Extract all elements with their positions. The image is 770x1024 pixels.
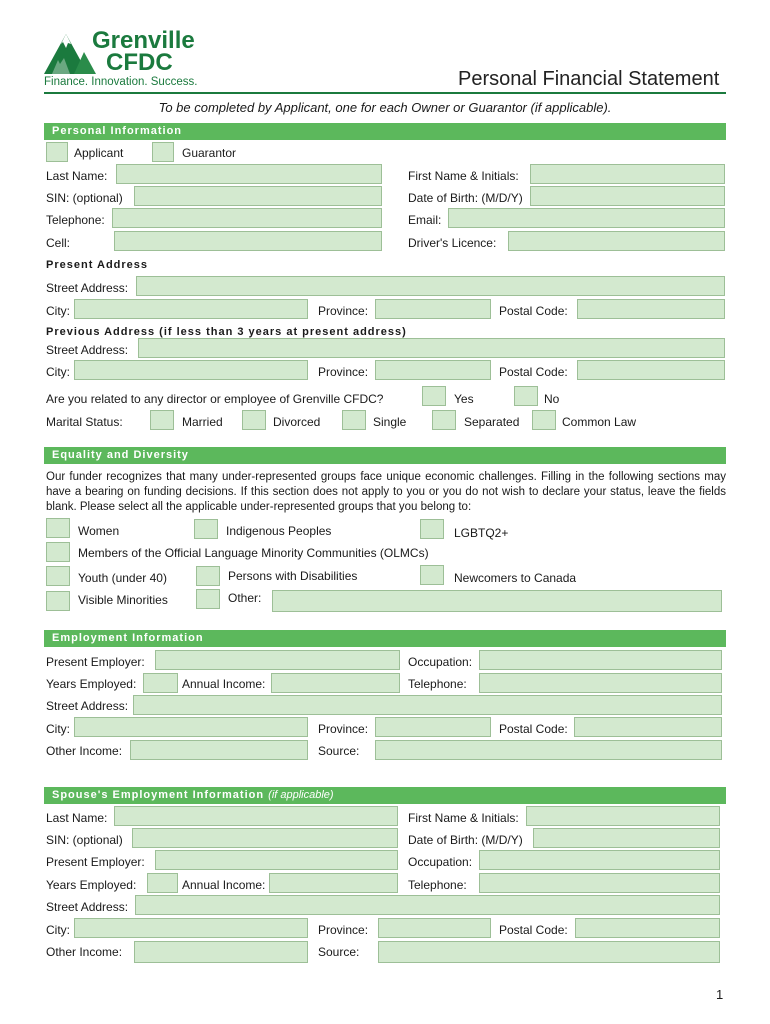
disabilities-label: Persons with Disabilities [228, 569, 358, 583]
married-label: Married [182, 415, 223, 429]
present-street-field[interactable] [136, 276, 725, 296]
spouse-other-income-label: Other Income: [46, 945, 123, 959]
applicant-checkbox[interactable] [46, 142, 68, 162]
present-address-heading: Present Address [46, 259, 149, 271]
previous-address-heading: Previous Address (if less than 3 years at present address) [46, 326, 407, 338]
spouse-annual-income-field[interactable] [269, 873, 398, 893]
years-employed-label: Years Employed: [46, 677, 137, 691]
source-field[interactable] [375, 740, 722, 760]
separated-checkbox[interactable] [432, 410, 456, 430]
present-employer-label: Present Employer: [46, 655, 145, 669]
first-name-field[interactable] [530, 164, 725, 184]
spouse-telephone-label: Telephone: [408, 878, 467, 892]
indigenous-label: Indigenous Peoples [226, 524, 332, 538]
employment-postal-label: Postal Code: [499, 722, 568, 736]
spouse-first-name-field[interactable] [526, 806, 720, 826]
women-label: Women [78, 524, 120, 538]
spouse-band-subtitle: (if applicable) [268, 789, 334, 801]
spouse-province-label: Province: [318, 923, 369, 937]
lgbtq-checkbox[interactable] [420, 519, 444, 539]
employment-city-field[interactable] [74, 717, 308, 737]
other-label: Other: [228, 591, 262, 605]
spouse-dob-label: Date of Birth: (M/D/Y) [408, 833, 523, 847]
logo-tagline: Finance. Innovation. Success. [44, 76, 198, 88]
spouse-first-name-label: First Name & Initials: [408, 811, 519, 825]
previous-city-label: City: [46, 365, 70, 379]
instruction-text: To be completed by Applicant, one for each Owner or Guarantor (if applicable). [158, 100, 612, 115]
spouse-city-field[interactable] [74, 918, 308, 938]
spouse-other-income-field[interactable] [134, 941, 308, 963]
present-postal-label: Postal Code: [499, 304, 568, 318]
email-field[interactable] [448, 208, 725, 228]
olmc-checkbox[interactable] [46, 542, 70, 562]
cell-label: Cell: [46, 236, 71, 250]
indigenous-checkbox[interactable] [194, 519, 218, 539]
last-name-field[interactable] [116, 164, 382, 184]
newcomers-checkbox[interactable] [420, 565, 444, 585]
employment-street-label: Street Address: [46, 699, 129, 713]
visible-minorities-label: Visible Minorities [78, 593, 168, 607]
olmc-label: Members of the Official Language Minority Communities (OLMCs) [78, 546, 429, 560]
dob-field[interactable] [530, 186, 725, 206]
other-checkbox[interactable] [196, 589, 220, 609]
employment-street-field[interactable] [133, 695, 722, 715]
youth-checkbox[interactable] [46, 566, 70, 586]
related-yes-checkbox[interactable] [422, 386, 446, 406]
lgbtq-label: LGBTQ2+ [454, 526, 509, 540]
employment-telephone-label: Telephone: [408, 677, 467, 691]
marital-status-label: Marital Status: [46, 415, 123, 429]
cell-field[interactable] [114, 231, 382, 251]
mountain-logo-icon [44, 30, 96, 76]
first-name-label: First Name & Initials: [408, 169, 519, 183]
spouse-annual-income-label: Annual Income: [182, 878, 266, 892]
personal-info-band: Personal Information [44, 123, 726, 140]
present-city-label: City: [46, 304, 70, 318]
years-employed-field[interactable] [143, 673, 178, 693]
spouse-band [44, 787, 726, 804]
occupation-label: Occupation: [408, 655, 473, 669]
other-income-field[interactable] [130, 740, 308, 760]
guarantor-checkbox[interactable] [152, 142, 174, 162]
youth-label: Youth (under 40) [78, 571, 167, 585]
present-employer-field[interactable] [155, 650, 400, 670]
annual-income-field[interactable] [271, 673, 400, 693]
spouse-postal-label: Postal Code: [499, 923, 568, 937]
guarantor-label: Guarantor [182, 146, 237, 160]
spouse-province-field[interactable] [378, 918, 491, 938]
telephone-field[interactable] [112, 208, 382, 228]
related-question-label: Are you related to any director or employee of Grenville CFDC? [46, 392, 384, 406]
spouse-street-field[interactable] [135, 895, 720, 915]
drivers-licence-field[interactable] [508, 231, 725, 251]
email-label: Email: [408, 213, 442, 227]
present-postal-field[interactable] [577, 299, 725, 319]
present-province-label: Province: [318, 304, 369, 318]
document-title: Personal Financial Statement [458, 68, 720, 90]
previous-province-label: Province: [318, 365, 369, 379]
spouse-street-label: Street Address: [46, 900, 129, 914]
visible-minorities-checkbox[interactable] [46, 591, 70, 611]
related-no-label: No [544, 392, 560, 406]
applicant-label: Applicant [74, 146, 124, 160]
drivers-licence-label: Driver's Licence: [408, 236, 497, 250]
spouse-occupation-label: Occupation: [408, 855, 473, 869]
page-number: 1 [716, 987, 724, 1002]
separated-label: Separated [464, 415, 520, 429]
sin-field[interactable] [134, 186, 382, 206]
source-label: Source: [318, 744, 360, 758]
previous-street-label: Street Address: [46, 343, 129, 357]
married-checkbox[interactable] [150, 410, 174, 430]
employment-city-label: City: [46, 722, 70, 736]
last-name-label: Last Name: [46, 169, 108, 183]
employment-province-label: Province: [318, 722, 369, 736]
other-field[interactable] [272, 590, 722, 612]
equality-band: Equality and Diversity [44, 447, 726, 464]
common-law-label: Common Law [562, 415, 637, 429]
spouse-years-employed-field[interactable] [147, 873, 178, 893]
spouse-employer-field[interactable] [155, 850, 398, 870]
related-yes-label: Yes [454, 392, 474, 406]
spouse-band-title: Spouse's Employment Information [52, 789, 265, 801]
spouse-postal-field[interactable] [575, 918, 720, 938]
previous-postal-label: Postal Code: [499, 365, 568, 379]
other-income-label: Other Income: [46, 744, 123, 758]
spouse-last-name-label: Last Name: [46, 811, 108, 825]
dob-label: Date of Birth: (M/D/Y) [408, 191, 523, 205]
logo [44, 28, 204, 90]
employment-province-field[interactable] [375, 717, 491, 737]
telephone-label: Telephone: [46, 213, 105, 227]
title-rule [44, 92, 726, 94]
spouse-employer-label: Present Employer: [46, 855, 145, 869]
previous-city-field[interactable] [74, 360, 308, 380]
equality-paragraph: Our funder recognizes that many under-represented groups face unique economic challenges. Filling in the following sections may have a bearing on funding decisions. If this section does not apply to you or you do not wish to declare your status, leave the fields blank. Please select all the applicable under-represented groups that you belong to: [46, 471, 726, 513]
divorced-label: Divorced [273, 415, 321, 429]
previous-street-field[interactable] [138, 338, 725, 358]
present-city-field[interactable] [74, 299, 308, 319]
present-street-label: Street Address: [46, 281, 129, 295]
logo-brand-line1: Grenville [92, 27, 195, 54]
spouse-dob-field[interactable] [533, 828, 720, 848]
previous-postal-field[interactable] [577, 360, 725, 380]
spouse-sin-label: SIN: (optional) [46, 833, 123, 847]
previous-province-field[interactable] [375, 360, 491, 380]
annual-income-label: Annual Income: [182, 677, 266, 691]
spouse-city-label: City: [46, 923, 70, 937]
spouse-source-label: Source: [318, 945, 360, 959]
related-no-checkbox[interactable] [514, 386, 538, 406]
logo-brand-line2: CFDC [106, 49, 173, 76]
spouse-last-name-field[interactable] [114, 806, 398, 826]
women-checkbox[interactable] [46, 518, 70, 538]
spouse-source-field[interactable] [378, 941, 720, 963]
occupation-field[interactable] [479, 650, 722, 670]
sin-label: SIN: (optional) [46, 191, 123, 205]
spouse-years-employed-label: Years Employed: [46, 878, 137, 892]
present-province-field[interactable] [375, 299, 491, 319]
employment-telephone-field[interactable] [479, 673, 722, 693]
single-label: Single [373, 415, 407, 429]
single-checkbox[interactable] [342, 410, 366, 430]
spouse-telephone-field[interactable] [479, 873, 720, 893]
common-law-checkbox[interactable] [532, 410, 556, 430]
divorced-checkbox[interactable] [242, 410, 266, 430]
spouse-occupation-field[interactable] [479, 850, 720, 870]
employment-band: Employment Information [44, 630, 726, 647]
newcomers-label: Newcomers to Canada [454, 571, 577, 585]
employment-postal-field[interactable] [574, 717, 722, 737]
spouse-sin-field[interactable] [132, 828, 398, 848]
disabilities-checkbox[interactable] [196, 566, 220, 586]
